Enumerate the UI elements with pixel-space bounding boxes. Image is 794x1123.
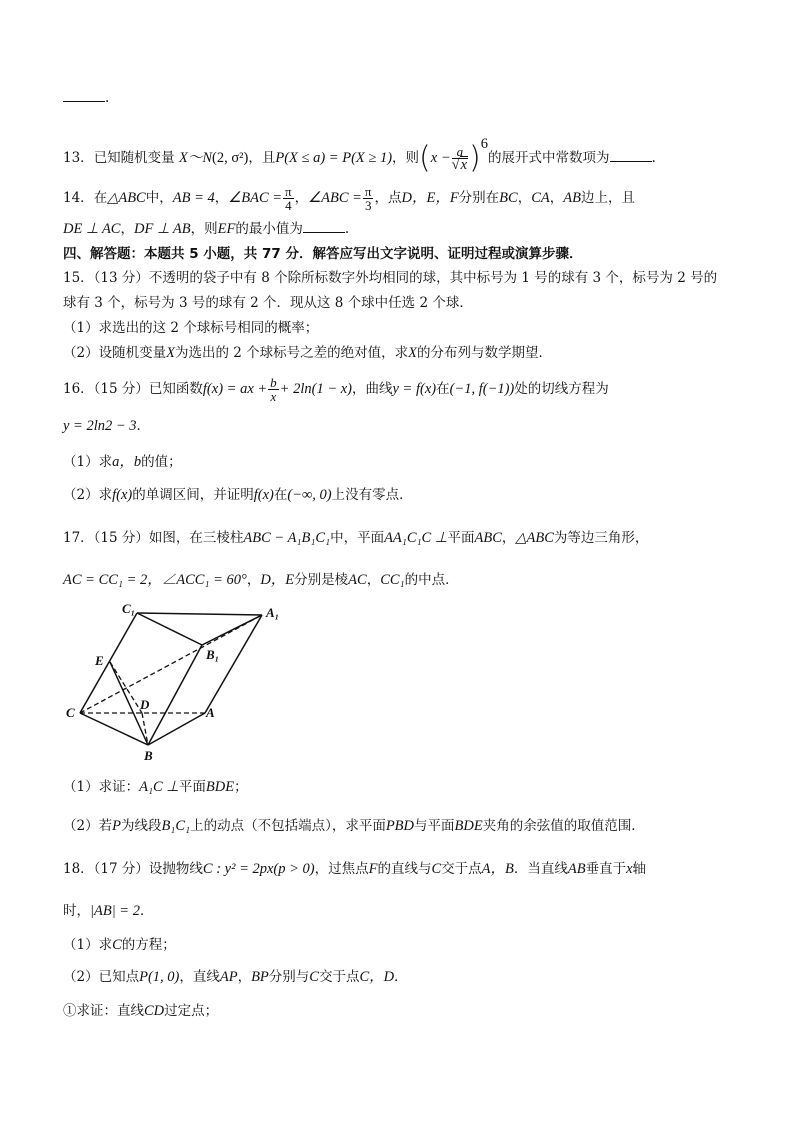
question-17-part2: （2）若P为线段B₁C₁上的动点（不包括端点），求平面PBD与平面BDE夹角的余弦值的取值范围． xyxy=(63,818,645,834)
edge-cb xyxy=(80,713,148,745)
label-B: B xyxy=(144,748,153,763)
fraction: $\frac{a}{√x}$ xyxy=(451,144,468,173)
question-16-part2: （2）求f(x)的单调区间，并证明f(x)在(−∞, 0)上没有零点． xyxy=(63,487,413,503)
label-B1: B₁ xyxy=(206,647,220,662)
answer-blank xyxy=(610,149,652,162)
question-15: 15．（13 分）不透明的袋子中有 8 个除所标数字外均相同的球，其中标号为 1 号的球有 3 个，标号为 2 号的 xyxy=(63,270,718,286)
label-E: E xyxy=(95,653,104,668)
edge-c1a1 xyxy=(137,613,262,615)
q12-tail: . xyxy=(63,88,734,108)
label-C: C xyxy=(66,705,75,720)
question-16-part1: （1）求a，b的值； xyxy=(63,454,182,470)
question-18-part2: （2）已知点P(1, 0)，直线AP，BP分别与C交于点C，D． xyxy=(63,969,408,985)
section-header: 四、解答题：本题共 5 小题，共 77 分．解答应写出文字说明、证明过程或演算步骤． xyxy=(63,246,583,262)
question-15-part1: （1）求选出的这 2 个球标号相同的概率； xyxy=(63,320,319,336)
fraction: $\frac{\pi}{3}$ xyxy=(364,184,372,213)
question-18: 18．（17 分）设抛物线C : y² = 2px(p > 0)，过焦点F的直线与C交于点A，B．当直线AB垂直于x轴 xyxy=(63,861,647,877)
question-14-line2: DE ⊥ AC，DF ⊥ AB，则EF的最小值为 . xyxy=(63,221,350,237)
question-13: 13．已知随机变量 X～N(2, σ²)，且P(X ≤ a) = P(X ≥ 1)，则(x − $\frac{a}{√x}$ )$^6$的展开式中常数项为 . xyxy=(63,136,656,176)
question-14: 14．在△ABC中，AB = 4，∠BAC = $\frac{\pi}{4}$ ，∠ABC = $\frac{\pi}{3}$ ，点D，E，F分别在BC，CA，AB边上，且 xyxy=(63,184,635,213)
question-18-subpart1: ①求证：直线CD过定点； xyxy=(63,1003,219,1019)
question-16: 16．（15 分）已知函数f(x) = ax + $\frac{b}{x}$ + 2ln(1 − x)，曲线y = f(x)在(−1, f(−1))处的切线方程为 xyxy=(63,375,609,404)
question-16-line2: y = 2ln2 − 3． xyxy=(63,418,151,434)
question-18-line2: 时，|AB| = 2． xyxy=(63,903,154,919)
label-C1: C₁ xyxy=(122,603,136,616)
prism-figure xyxy=(62,603,292,763)
answer-blank xyxy=(63,89,105,102)
question-15-line2: 球有 3 个，标号为 3 号的球有 2 个．现从这 8 个球中任选 2 个球． xyxy=(63,295,473,311)
edge-c1b1 xyxy=(137,613,202,645)
question-18-part1: （1）求C的方程； xyxy=(63,937,176,953)
answer-blank xyxy=(303,220,345,233)
label-A1: A₁ xyxy=(266,605,280,620)
label-A: A xyxy=(206,705,215,720)
question-17-part1: （1）求证：A₁C ⊥平面BDE； xyxy=(63,779,248,795)
label-D: D xyxy=(140,697,150,712)
question-17-line2: AC = CC₁ = 2，∠ACC₁ = 60°，D，E分别是棱AC，CC₁的中点． xyxy=(63,572,459,588)
fraction: $\frac{\pi}{4}$ xyxy=(285,184,292,213)
fraction: $\frac{b}{x}$ xyxy=(270,375,277,404)
question-17: 17．（15 分）如图，在三棱柱ABC − A₁B₁C₁中，平面AA₁C₁C ⊥平面ABC，△ABC为等边三角形， xyxy=(63,530,649,546)
question-15-part2: （2）设随机变量X为选出的 2 个球标号之差的绝对值，求X的分布列与数学期望． xyxy=(63,345,552,361)
